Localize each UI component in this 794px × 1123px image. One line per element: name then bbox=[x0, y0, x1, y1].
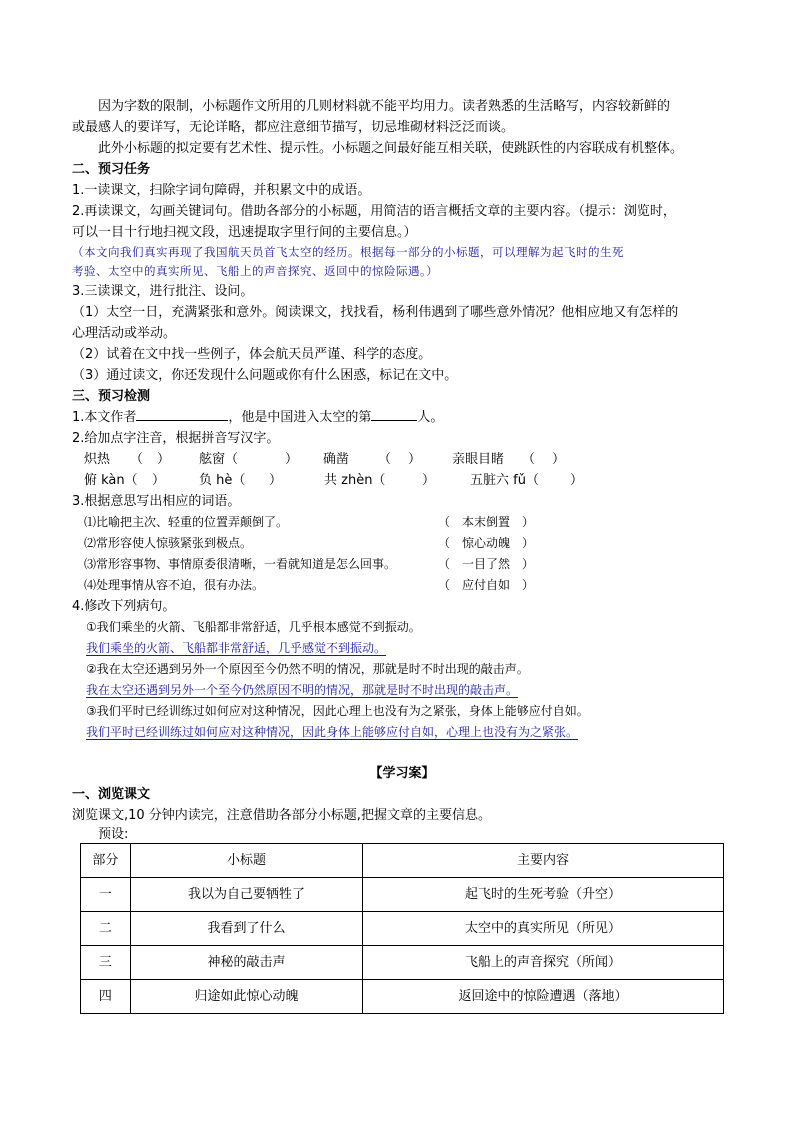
ordinal-blank[interactable] bbox=[371, 408, 417, 421]
word-fuhe: 负 hè（ bbox=[199, 473, 246, 488]
task-2-cont: 可以一目十行地扫视文段，迅速提取字里行间的主要信息。） bbox=[72, 225, 417, 240]
paren-close: ） bbox=[408, 452, 422, 467]
definition-text: ⑶常形容事物、事情原委很清晰，一看就知道是怎么回事。 bbox=[84, 557, 397, 571]
table-cell: 飞船上的声音探究（所闻） bbox=[363, 946, 724, 980]
word-chire: 炽热 bbox=[84, 452, 111, 467]
table-cell: 太空中的真实所见（所见） bbox=[363, 912, 724, 946]
corrected-sentence-3: 我们平时已经训练过如何应对这种情况，因此身体上能够应付自如，心理上也没有为之紧张。 bbox=[86, 725, 579, 739]
summary-table bbox=[80, 843, 724, 1014]
definition-answer: （ 应付自如 ） bbox=[438, 578, 535, 592]
browse-instruction: 浏览课文,10 分钟内读完，注意借助各部分小标题,把握文章的主要信息。 bbox=[72, 808, 491, 823]
question-3: （3）通过读文，你还发现什么问题或你有什么困惑，标记在文中。 bbox=[72, 368, 458, 383]
table-row bbox=[81, 912, 724, 946]
table-row bbox=[81, 946, 724, 980]
sick-sentence-1: ①我们乘坐的火箭、飞船都非常舒适，几乎根本感觉不到振动。 bbox=[86, 620, 421, 634]
paren-close: ） bbox=[570, 473, 584, 488]
table-cell: 一 bbox=[81, 878, 131, 912]
section-heading-browse: 一、浏览课文 bbox=[72, 787, 151, 802]
table-header-cell: 部分 bbox=[81, 844, 131, 878]
answer-note: （本文向我们真实再现了我国航天员首飞太空的经历。根据每一部分的小标题，可以理解为起飞时的生死 bbox=[72, 245, 624, 259]
definition-row bbox=[72, 512, 732, 533]
definition-answer: （ 本末倒置 ） bbox=[438, 515, 535, 529]
definition-text: ⑷处理事情从容不迫，很有办法。 bbox=[84, 578, 265, 592]
table-cell: 神秘的敲击声 bbox=[130, 946, 362, 980]
definition-answer: （ 惊心动魄 ） bbox=[438, 536, 535, 550]
word-gongzhen: 共 zhèn（ bbox=[324, 473, 386, 488]
paren-close: ） bbox=[269, 473, 283, 488]
check-1-prefix: 1.本文作者 bbox=[72, 410, 137, 425]
table-row bbox=[81, 980, 724, 1014]
intro-paragraph-1: 因为字数的限制，小标题作文所用的几则材料就不能平均用力。读者熟悉的生活略写，内容较新鲜的 bbox=[98, 99, 671, 114]
word-qinyanmudu: 亲眼目睹 bbox=[452, 452, 505, 467]
check-1-middle: ，他是中国进入太空的第 bbox=[228, 410, 372, 425]
corrected-sentence-1: 我们乘坐的火箭、飞船都非常舒适，几乎感觉不到振动。 bbox=[86, 641, 387, 655]
intro-paragraph-2: 此外小标题的拟定要有艺术性、提示性。小标题之间最好能互相关联，使跳跃性的内容联成有机整体。 bbox=[98, 141, 684, 156]
definition-text: ⑴比喻把主次、轻重的位置弄颠倒了。 bbox=[84, 515, 289, 529]
definition-row bbox=[72, 575, 732, 596]
table-cell: 起飞时的生死考验（升空） bbox=[363, 878, 724, 912]
table-header-cell: 小标题 bbox=[130, 844, 362, 878]
question-1: （1）太空一日，充满紧张和意外。阅读课文，找找看，杨利伟遇到了哪些意外情况？他相应地又有怎样的 bbox=[72, 305, 679, 320]
table-cell: 归途如此惊心动魄 bbox=[130, 980, 362, 1014]
paren-open: （ bbox=[130, 452, 144, 467]
document-page bbox=[72, 96, 732, 1014]
answer-note-cont: 考验、太空中的真实所见、飞船上的声音探究、返回中的惊险际遇。） bbox=[72, 264, 439, 278]
word-quezao: 确凿 bbox=[323, 452, 350, 467]
table-header-cell: 主要内容 bbox=[363, 844, 724, 878]
table-cell: 四 bbox=[81, 980, 131, 1014]
paren-close: ） bbox=[157, 452, 171, 467]
question-2: （2）试着在文中找一些例子，体会航天员严谨、科学的态度。 bbox=[72, 347, 432, 362]
check-1 bbox=[72, 407, 732, 428]
section-heading-preview-tasks: 二、预习任务 bbox=[72, 162, 151, 177]
word-xianchuang: 舷窗（ bbox=[199, 452, 239, 467]
task-1: 1.一读课文，扫除字词句障碍，并积累文中的成语。 bbox=[72, 183, 371, 198]
word-fukan: 俯 kàn（ bbox=[84, 473, 138, 488]
table-cell: 我以为自己要牺牲了 bbox=[130, 878, 362, 912]
paren-close: ） bbox=[152, 473, 166, 488]
study-plan-title: 【学习案】 bbox=[369, 766, 435, 781]
table-cell: 我看到了什么 bbox=[130, 912, 362, 946]
table-cell: 二 bbox=[81, 912, 131, 946]
preset-label: 预设: bbox=[98, 827, 129, 842]
task-3: 3.三读课文，进行批注、设问。 bbox=[72, 284, 254, 299]
definition-text: ⑵常形容使人惊骇紧张到极点。 bbox=[84, 536, 253, 550]
pinyin-row-2 bbox=[72, 470, 732, 491]
question-1-cont: 心理活动或举动。 bbox=[72, 326, 177, 341]
check-1-suffix: 人。 bbox=[417, 410, 444, 425]
table-cell: 返回途中的惊险遭遇（落地） bbox=[363, 980, 724, 1014]
check-2: 2.给加点字注音，根据拼音写汉字。 bbox=[72, 431, 280, 446]
section-heading-preview-check: 三、预习检测 bbox=[72, 389, 151, 404]
word-wuzangliufu: 五脏六 fǔ（ bbox=[470, 473, 539, 488]
definition-answer: （ 一目了然 ） bbox=[438, 557, 535, 571]
intro-paragraph-1-cont: 或最感人的要详写，无论详略，都应注意细节描写，切忌堆砌材料泛泛而谈。 bbox=[72, 120, 515, 135]
paren-open: （ bbox=[378, 452, 392, 467]
sick-sentence-3: ③我们平时已经训练过如何应对这种情况，因此心理上也没有为之紧张，身体上能够应付自如。 bbox=[86, 704, 589, 718]
task-2: 2.再读课文，勾画关键词句。借助各部分的小标题，用简洁的语言概括文章的主要内容。（提示：浏览时， bbox=[72, 204, 676, 219]
check-3: 3.根据意思写出相应的词语。 bbox=[72, 494, 241, 509]
paren-open: （ bbox=[522, 452, 536, 467]
table-header-row bbox=[81, 844, 724, 878]
check-4: 4.修改下列病句。 bbox=[72, 599, 176, 614]
definition-row bbox=[72, 533, 732, 554]
pinyin-row-1 bbox=[72, 449, 732, 470]
paren-close: ） bbox=[285, 452, 299, 467]
corrected-sentence-2: 我在太空还遇到另外一个至今仍然原因不明的情况，那就是时不时出现的敲击声。 bbox=[86, 683, 519, 697]
table-cell: 三 bbox=[81, 946, 131, 980]
table-row bbox=[81, 878, 724, 912]
paren-close: ） bbox=[552, 452, 566, 467]
definition-row bbox=[72, 554, 732, 575]
paren-close: ） bbox=[422, 473, 436, 488]
sick-sentence-2: ②我在太空还遇到另外一个原因至今仍然不明的情况，那就是时不时出现的敲击声。 bbox=[86, 662, 529, 676]
author-blank[interactable] bbox=[136, 408, 228, 421]
